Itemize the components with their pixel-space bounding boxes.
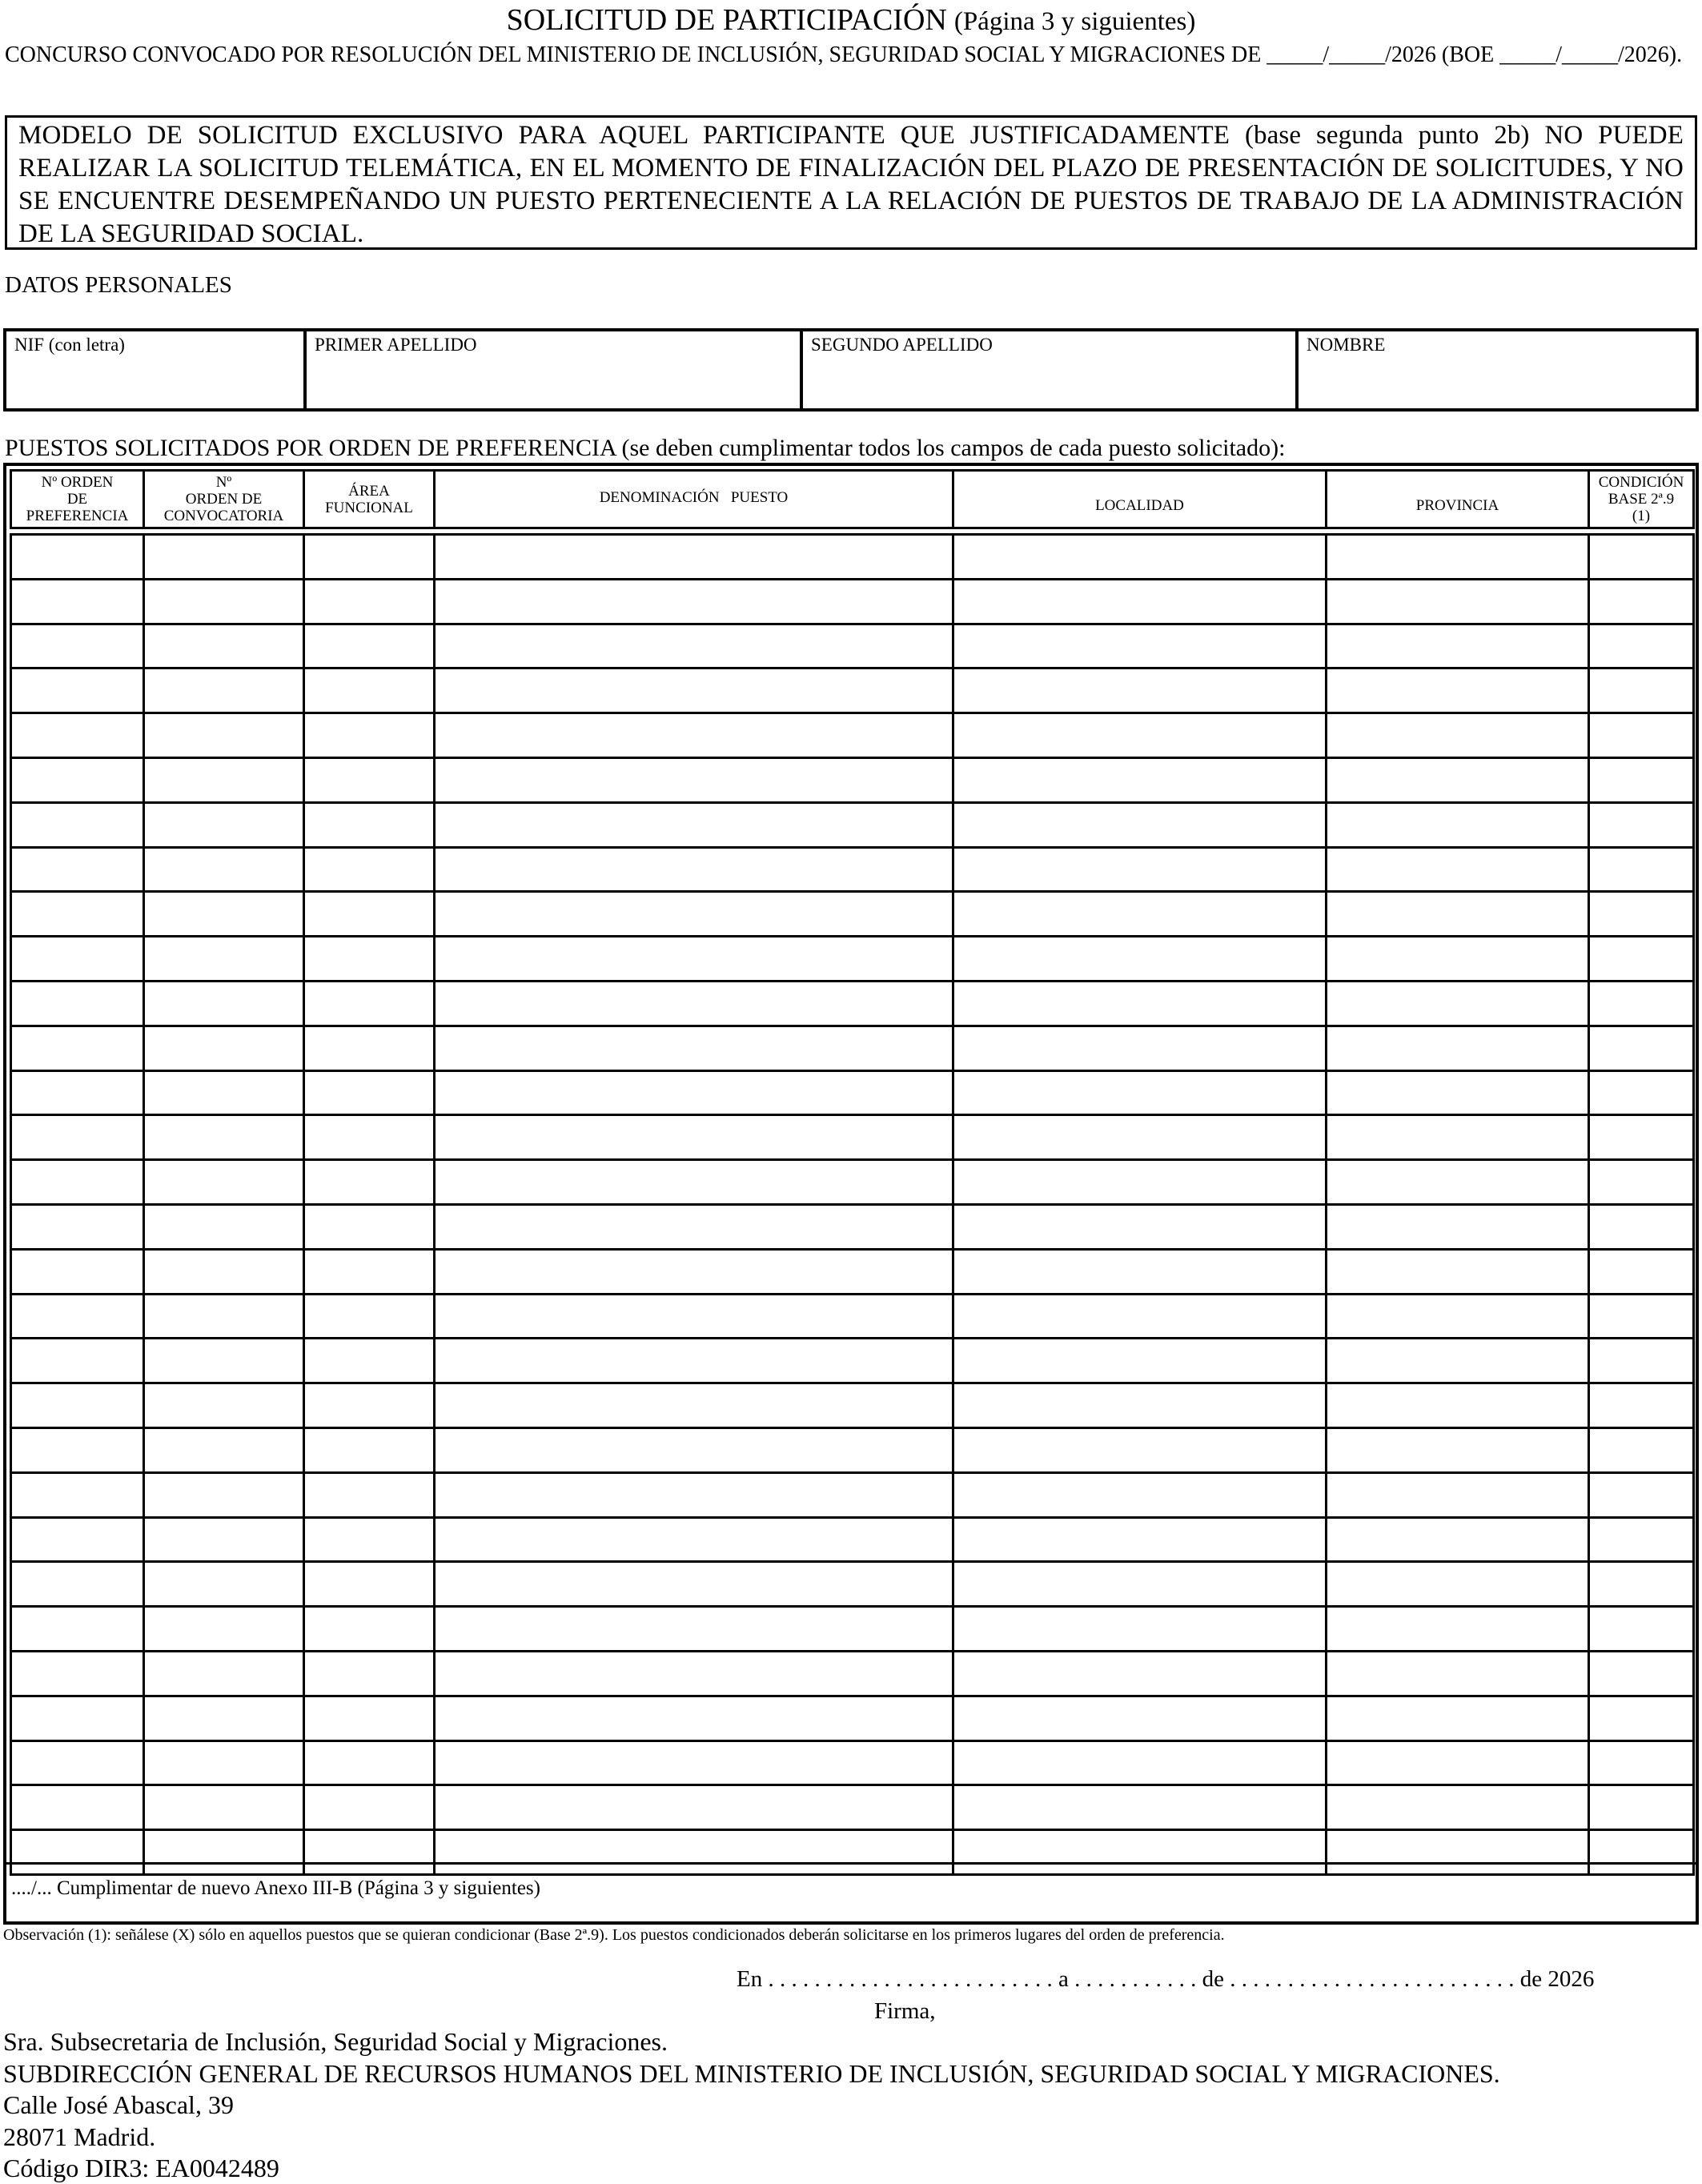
col-provincia: PROVINCIA <box>1327 471 1589 528</box>
table-cell[interactable] <box>1589 579 1694 624</box>
nombre-label: NOMBRE <box>1307 335 1386 355</box>
table-cell[interactable] <box>435 1115 953 1160</box>
table-cell[interactable] <box>1589 1830 1694 1875</box>
table-cell[interactable] <box>1589 1472 1694 1517</box>
table-cell[interactable] <box>304 668 435 713</box>
table-cell[interactable] <box>144 1651 304 1696</box>
table-cell[interactable] <box>144 1339 304 1383</box>
table-cell[interactable] <box>953 1160 1327 1205</box>
table-cell[interactable] <box>11 1785 144 1830</box>
table-cell[interactable] <box>953 1115 1327 1160</box>
place-date-line: En . . . . . . . . . . . . . . . . . . . . . . . . . a . . . . . . . . . . . de . . . . . . . . . . . . . . . . . . . . . . . . . de 2026 <box>737 1966 1595 1992</box>
table-cell[interactable] <box>953 1472 1327 1517</box>
table-row <box>11 1294 1694 1339</box>
table-cell[interactable] <box>1327 1204 1589 1249</box>
primer-apellido-field[interactable] <box>305 330 801 410</box>
table-cell[interactable] <box>11 1383 144 1428</box>
destinatario-block <box>3 2026 1500 2184</box>
table-cell[interactable] <box>435 1026 953 1070</box>
table-row <box>11 624 1694 668</box>
table-cell[interactable] <box>1589 1026 1694 1070</box>
table-cell[interactable] <box>11 1070 144 1115</box>
table-cell[interactable] <box>11 1427 144 1472</box>
table-cell[interactable] <box>953 579 1327 624</box>
table-cell[interactable] <box>304 1339 435 1383</box>
table-cell[interactable] <box>1589 668 1694 713</box>
table-cell[interactable] <box>11 802 144 847</box>
table-cell[interactable] <box>144 1472 304 1517</box>
gap-cell <box>953 528 1327 535</box>
table-cell[interactable] <box>435 1427 953 1472</box>
table-cell[interactable] <box>953 1607 1327 1652</box>
table-cell[interactable] <box>1327 1249 1589 1294</box>
table-cell[interactable] <box>144 757 304 802</box>
table-cell[interactable] <box>1327 1115 1589 1160</box>
table-cell[interactable] <box>1327 1651 1589 1696</box>
table-cell[interactable] <box>435 624 953 668</box>
destinatario-line-4: 28071 Madrid. <box>3 2122 156 2151</box>
destinatario-line-1: Sra. Subsecretaria de Inclusión, Seguridad Social y Migraciones. <box>3 2027 668 2056</box>
table-cell[interactable] <box>304 624 435 668</box>
table-cell[interactable] <box>435 1740 953 1785</box>
table-cell[interactable] <box>1327 1383 1589 1428</box>
table-cell[interactable] <box>435 579 953 624</box>
table-cell[interactable] <box>304 1115 435 1160</box>
table-cell[interactable] <box>435 1830 953 1875</box>
table-cell[interactable] <box>11 1026 144 1070</box>
table-cell[interactable] <box>144 535 304 580</box>
puestos-header-row <box>11 471 1694 528</box>
table-cell[interactable] <box>11 892 144 937</box>
table-cell[interactable] <box>1327 937 1589 982</box>
table-cell[interactable] <box>304 1383 435 1428</box>
table-cell[interactable] <box>11 535 144 580</box>
convocatoria-text: CONCURSO CONVOCADO POR RESOLUCIÓN DEL MINISTERIO DE INCLUSIÓN, SEGURIDAD SOCIAL Y MIGRACIONES DE _____/_____/2026 (BOE _____/_____/2026). <box>5 42 1683 67</box>
table-row <box>11 1607 1694 1652</box>
table-cell[interactable] <box>11 1249 144 1294</box>
destinatario-line-5: Código DIR3: EA0042489 <box>3 2154 279 2182</box>
table-row <box>11 1517 1694 1562</box>
table-cell[interactable] <box>1589 802 1694 847</box>
table-cell[interactable] <box>144 802 304 847</box>
table-cell[interactable] <box>953 1294 1327 1339</box>
table-cell[interactable] <box>1589 1740 1694 1785</box>
table-row <box>11 1472 1694 1517</box>
table-cell[interactable] <box>11 1160 144 1205</box>
table-cell[interactable] <box>144 1294 304 1339</box>
table-cell[interactable] <box>953 1517 1327 1562</box>
table-cell[interactable] <box>1589 1160 1694 1205</box>
col-localidad: LOCALIDAD <box>953 471 1327 528</box>
table-row <box>11 757 1694 802</box>
datos-personales-table <box>3 328 1699 412</box>
table-cell[interactable] <box>1327 802 1589 847</box>
table-cell[interactable] <box>304 535 435 580</box>
table-cell[interactable] <box>144 1427 304 1472</box>
puestos-table-frame <box>3 463 1699 1925</box>
table-cell[interactable] <box>435 713 953 758</box>
table-cell[interactable] <box>953 1830 1327 1875</box>
table-cell[interactable] <box>1589 1517 1694 1562</box>
table-cell[interactable] <box>1327 981 1589 1026</box>
table-cell[interactable] <box>144 1740 304 1785</box>
table-cell[interactable] <box>435 981 953 1026</box>
header-gap-row <box>11 528 1694 535</box>
table-cell[interactable] <box>304 937 435 982</box>
table-cell[interactable] <box>11 1115 144 1160</box>
table-cell[interactable] <box>435 1249 953 1294</box>
table-cell[interactable] <box>304 1249 435 1294</box>
table-cell[interactable] <box>304 1427 435 1472</box>
table-cell[interactable] <box>11 579 144 624</box>
table-cell[interactable] <box>953 1785 1327 1830</box>
table-cell[interactable] <box>304 981 435 1026</box>
table-cell[interactable] <box>435 802 953 847</box>
table-cell[interactable] <box>304 1785 435 1830</box>
table-cell[interactable] <box>435 1472 953 1517</box>
table-row <box>11 535 1694 580</box>
modelo-notice-box: MODELO DE SOLICITUD EXCLUSIVO PARA AQUEL PARTICIPANTE QUE JUSTIFICADAMENTE (base segunda punto 2b) NO PUEDE REALIZAR LA SOLICITUD TELEMÁTICA, EN EL MOMENTO DE FINALIZACIÓN DEL PLAZO DE PRESENTACIÓN DE SOLICITUDES, Y NO SE ENCUENTRE DESEMPEÑANDO UN PUESTO PERTENECIENTE A LA RELACIÓN DE PUESTOS DE TRABAJO DE LA ADMINISTRACIÓN DE LA SEGURIDAD SOCIAL. <box>5 115 1697 250</box>
segundo-apellido-field[interactable] <box>801 330 1297 410</box>
table-cell[interactable] <box>11 1740 144 1785</box>
title-main: SOLICITUD DE PARTICIPACIÓN <box>506 3 947 37</box>
table-cell[interactable] <box>953 1339 1327 1383</box>
datos-personales-heading: DATOS PERSONALES <box>5 272 232 298</box>
title-sub: (Página 3 y siguientes) <box>953 7 1196 36</box>
table-cell[interactable] <box>1589 847 1694 892</box>
table-cell[interactable] <box>953 1651 1327 1696</box>
table-cell[interactable] <box>1589 1294 1694 1339</box>
table-cell[interactable] <box>953 937 1327 982</box>
firma-label: Firma, <box>874 1998 936 2024</box>
gap-cell <box>1589 528 1694 535</box>
col-area-funcional: ÁREA FUNCIONAL <box>304 471 435 528</box>
table-cell[interactable] <box>144 1026 304 1070</box>
table-cell[interactable] <box>144 847 304 892</box>
table-row <box>11 847 1694 892</box>
table-cell[interactable] <box>1327 1785 1589 1830</box>
table-cell[interactable] <box>11 1204 144 1249</box>
table-cell[interactable] <box>11 668 144 713</box>
table-cell[interactable] <box>304 892 435 937</box>
table-cell[interactable] <box>1327 847 1589 892</box>
table-cell[interactable] <box>304 1294 435 1339</box>
table-row <box>11 1427 1694 1472</box>
table-cell[interactable] <box>144 892 304 937</box>
gap-cell <box>1327 528 1589 535</box>
table-cell[interactable] <box>304 1607 435 1652</box>
table-cell[interactable] <box>144 1785 304 1830</box>
table-cell[interactable] <box>304 713 435 758</box>
table-cell[interactable] <box>953 1204 1327 1249</box>
table-row <box>11 1070 1694 1115</box>
table-cell[interactable] <box>953 1740 1327 1785</box>
table-cell[interactable] <box>304 1740 435 1785</box>
table-cell[interactable] <box>953 1026 1327 1070</box>
table-cell[interactable] <box>435 1651 953 1696</box>
table-row <box>11 1026 1694 1070</box>
table-cell[interactable] <box>1589 1070 1694 1115</box>
table-row <box>11 1115 1694 1160</box>
table-cell[interactable] <box>1327 1070 1589 1115</box>
nombre-field[interactable] <box>1297 330 1697 410</box>
table-cell[interactable] <box>11 1696 144 1740</box>
table-cell[interactable] <box>1327 1696 1589 1740</box>
table-cell[interactable] <box>1589 892 1694 937</box>
gap-cell <box>144 528 304 535</box>
table-cell[interactable] <box>953 1562 1327 1607</box>
table-cell[interactable] <box>11 1607 144 1652</box>
table-cell[interactable] <box>435 535 953 580</box>
table-row <box>11 1785 1694 1830</box>
table-cell[interactable] <box>1589 1383 1694 1428</box>
table-cell[interactable] <box>953 624 1327 668</box>
table-cell[interactable] <box>144 937 304 982</box>
table-cell[interactable] <box>435 1160 953 1205</box>
table-cell[interactable] <box>953 1696 1327 1740</box>
table-cell[interactable] <box>11 624 144 668</box>
table-cell[interactable] <box>1589 1204 1694 1249</box>
table-cell[interactable] <box>144 981 304 1026</box>
col-orden-convocatoria: Nº ORDEN DE CONVOCATORIA <box>144 471 304 528</box>
table-row <box>11 579 1694 624</box>
table-row <box>11 892 1694 937</box>
table-cell[interactable] <box>1327 892 1589 937</box>
table-cell[interactable] <box>304 847 435 892</box>
table-cell[interactable] <box>953 981 1327 1026</box>
col-denominacion-puesto: DENOMINACIÓN PUESTO <box>435 471 953 528</box>
continuation-note: ..../... Cumplimentar de nuevo Anexo III-B (Página 3 y siguientes) <box>11 1877 540 1899</box>
table-row <box>11 981 1694 1026</box>
table-row <box>11 937 1694 982</box>
table-row <box>11 1249 1694 1294</box>
table-cell[interactable] <box>1327 757 1589 802</box>
table-cell[interactable] <box>1327 1517 1589 1562</box>
table-row <box>11 1160 1694 1205</box>
table-cell[interactable] <box>144 668 304 713</box>
table-cell[interactable] <box>1589 1562 1694 1607</box>
table-cell[interactable] <box>304 802 435 847</box>
table-cell[interactable] <box>11 1562 144 1607</box>
table-cell[interactable] <box>435 892 953 937</box>
table-cell[interactable] <box>953 1427 1327 1472</box>
table-cell[interactable] <box>144 1204 304 1249</box>
table-row <box>11 1204 1694 1249</box>
table-row <box>11 713 1694 758</box>
page-title <box>0 3 1702 38</box>
table-cell[interactable] <box>304 1070 435 1115</box>
table-cell[interactable] <box>435 937 953 982</box>
table-cell[interactable] <box>1589 937 1694 982</box>
table-cell[interactable] <box>953 847 1327 892</box>
table-cell[interactable] <box>11 1651 144 1696</box>
table-cell[interactable] <box>1327 1026 1589 1070</box>
table-cell[interactable] <box>304 757 435 802</box>
table-cell[interactable] <box>1589 1339 1694 1383</box>
gap-cell <box>435 528 953 535</box>
table-cell[interactable] <box>304 1696 435 1740</box>
table-cell[interactable] <box>144 1517 304 1562</box>
table-cell[interactable] <box>1327 1160 1589 1205</box>
table-row <box>11 1339 1694 1383</box>
table-cell[interactable] <box>1589 1115 1694 1160</box>
table-row <box>11 668 1694 713</box>
nif-label: NIF (con letra) <box>14 335 125 355</box>
table-cell[interactable] <box>435 1339 953 1383</box>
table-cell[interactable] <box>435 1785 953 1830</box>
table-cell[interactable] <box>435 668 953 713</box>
table-cell[interactable] <box>1327 535 1589 580</box>
table-cell[interactable] <box>304 1517 435 1562</box>
table-cell[interactable] <box>144 1070 304 1115</box>
col-orden-preferencia: Nº ORDEN DE PREFERENCIA <box>11 471 144 528</box>
table-cell[interactable] <box>1589 1427 1694 1472</box>
table-cell[interactable] <box>304 1830 435 1875</box>
gap-cell <box>11 528 144 535</box>
table-cell[interactable] <box>953 713 1327 758</box>
table-cell[interactable] <box>1589 713 1694 758</box>
table-cell[interactable] <box>144 1830 304 1875</box>
table-cell[interactable] <box>435 1562 953 1607</box>
table-row <box>11 802 1694 847</box>
table-cell[interactable] <box>1327 1740 1589 1785</box>
table-cell[interactable] <box>435 1294 953 1339</box>
table-cell[interactable] <box>144 1562 304 1607</box>
table-cell[interactable] <box>1327 1607 1589 1652</box>
table-cell[interactable] <box>304 1026 435 1070</box>
table-cell[interactable] <box>144 624 304 668</box>
table-cell[interactable] <box>144 1160 304 1205</box>
table-cell[interactable] <box>144 1249 304 1294</box>
table-cell[interactable] <box>304 1472 435 1517</box>
table-cell[interactable] <box>1589 1651 1694 1696</box>
table-cell[interactable] <box>11 1472 144 1517</box>
table-cell[interactable] <box>11 1294 144 1339</box>
table-cell[interactable] <box>1589 757 1694 802</box>
table-cell[interactable] <box>435 1607 953 1652</box>
table-cell[interactable] <box>953 668 1327 713</box>
table-cell[interactable] <box>144 579 304 624</box>
table-cell[interactable] <box>304 1204 435 1249</box>
table-row <box>11 1740 1694 1785</box>
table-cell[interactable] <box>435 1696 953 1740</box>
table-cell[interactable] <box>1327 1294 1589 1339</box>
table-cell[interactable] <box>11 757 144 802</box>
table-cell[interactable] <box>435 847 953 892</box>
table-cell[interactable] <box>1589 1785 1694 1830</box>
table-cell[interactable] <box>11 847 144 892</box>
table-cell[interactable] <box>953 802 1327 847</box>
table-row <box>11 1562 1694 1607</box>
table-cell[interactable] <box>304 1651 435 1696</box>
puestos-heading: PUESTOS SOLICITADOS POR ORDEN DE PREFERENCIA (se deben cumplimentar todos los campos de cada puesto solicitado): <box>5 435 1286 461</box>
table-cell[interactable] <box>304 1562 435 1607</box>
table-cell[interactable] <box>1327 1562 1589 1607</box>
gap-cell <box>304 528 435 535</box>
table-cell[interactable] <box>11 1830 144 1875</box>
table-cell[interactable] <box>1589 624 1694 668</box>
table-cell[interactable] <box>144 1383 304 1428</box>
destinatario-line-3: Calle José Abascal, 39 <box>3 2090 234 2119</box>
table-cell[interactable] <box>435 1517 953 1562</box>
table-cell[interactable] <box>1589 1249 1694 1294</box>
table-cell[interactable] <box>304 579 435 624</box>
table-cell[interactable] <box>1327 624 1589 668</box>
table-cell[interactable] <box>1327 1427 1589 1472</box>
table-cell[interactable] <box>144 1115 304 1160</box>
table-cell[interactable] <box>953 1249 1327 1294</box>
table-row <box>11 1651 1694 1696</box>
table-cell[interactable] <box>953 757 1327 802</box>
table-cell[interactable] <box>304 1160 435 1205</box>
table-row <box>11 1830 1694 1875</box>
table-cell[interactable] <box>435 1204 953 1249</box>
table-cell[interactable] <box>144 713 304 758</box>
table-cell[interactable] <box>144 1696 304 1740</box>
table-cell[interactable] <box>1327 1830 1589 1875</box>
table-cell[interactable] <box>1589 981 1694 1026</box>
table-cell[interactable] <box>953 1383 1327 1428</box>
table-cell[interactable] <box>435 757 953 802</box>
table-cell[interactable] <box>1327 713 1589 758</box>
table-row <box>11 1383 1694 1428</box>
table-cell[interactable] <box>11 937 144 982</box>
table-cell[interactable] <box>11 713 144 758</box>
puestos-table <box>10 469 1695 1876</box>
table-cell[interactable] <box>11 1517 144 1562</box>
table-cell[interactable] <box>1589 1696 1694 1740</box>
continuation-divider <box>6 1862 1696 1865</box>
table-cell[interactable] <box>1327 579 1589 624</box>
table-cell[interactable] <box>1327 1339 1589 1383</box>
table-cell[interactable] <box>435 1383 953 1428</box>
observacion-note: Observación (1): señálese (X) sólo en aquellos puestos que se quieran condicionar (Base 2ª.9). Los puestos condicionados deberán solicitarse en los primeros lugares del orden de preferencia. <box>3 1926 1225 1944</box>
table-cell[interactable] <box>1589 1607 1694 1652</box>
table-cell[interactable] <box>1327 1472 1589 1517</box>
table-cell[interactable] <box>953 892 1327 937</box>
nif-field[interactable] <box>5 330 305 410</box>
segundo-apellido-label: SEGUNDO APELLIDO <box>811 335 993 355</box>
table-cell[interactable] <box>1589 535 1694 580</box>
table-cell[interactable] <box>1327 668 1589 713</box>
table-cell[interactable] <box>11 981 144 1026</box>
table-cell[interactable] <box>435 1070 953 1115</box>
table-cell[interactable] <box>11 1339 144 1383</box>
destinatario-line-2: SUBDIRECCIÓN GENERAL DE RECURSOS HUMANOS DEL MINISTERIO DE INCLUSIÓN, SEGURIDAD SOCIAL Y MIGRACIONES. <box>3 2058 1500 2088</box>
col-condicion: CONDICIÓN BASE 2ª.9 (1) <box>1589 471 1694 528</box>
table-row <box>11 1696 1694 1740</box>
table-cell[interactable] <box>953 535 1327 580</box>
table-cell[interactable] <box>144 1607 304 1652</box>
primer-apellido-label: PRIMER APELLIDO <box>315 335 477 355</box>
table-cell[interactable] <box>953 1070 1327 1115</box>
